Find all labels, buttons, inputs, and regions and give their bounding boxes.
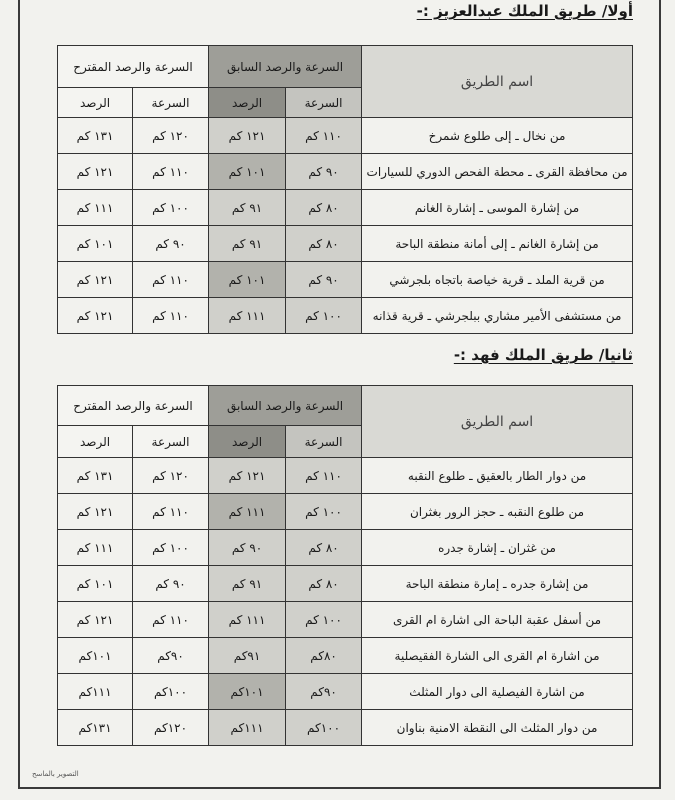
header-prev-speed: السرعة	[286, 88, 362, 118]
table-row	[58, 154, 633, 190]
prev-speed: ١٠٠ كم	[286, 298, 362, 334]
prev-speed: ٨٠ كم	[286, 226, 362, 262]
prev-radar: ١٢١ كم	[209, 458, 286, 494]
scanner-footnote: التصوير بالماسح	[32, 770, 79, 778]
prev-speed: ٨٠كم	[286, 638, 362, 674]
prev-radar: ١٠١كم	[209, 674, 286, 710]
prev-radar: ٩٠ كم	[209, 530, 286, 566]
table-row	[58, 118, 633, 154]
table-row	[58, 262, 633, 298]
new-speed: ١٠٠ كم	[133, 190, 209, 226]
table-row	[58, 458, 633, 494]
header-previous: السرعة والرصد السابق	[209, 386, 362, 426]
prev-radar: ١٠١ كم	[209, 154, 286, 190]
header-new-radar: الرصد	[58, 88, 133, 118]
prev-radar: ١٢١ كم	[209, 118, 286, 154]
new-speed: ١١٠ كم	[133, 602, 209, 638]
road-name: من اشارة الفيصلية الى دوار المثلث	[362, 674, 633, 710]
new-radar: ١٢١ كم	[58, 494, 133, 530]
new-speed: ١١٠ كم	[133, 154, 209, 190]
new-speed: ٩٠ كم	[133, 566, 209, 602]
road-name: من دوار المثلث الى النقطة الامنية بناوان	[362, 710, 633, 746]
speed-table-king-fahd	[57, 385, 633, 746]
new-radar: ١٢١ كم	[58, 602, 133, 638]
new-speed: ١٠٠كم	[133, 674, 209, 710]
new-radar: ١٣١ كم	[58, 458, 133, 494]
section-title-king-fahd: ثانيا/ طريق الملك فهد :-	[453, 346, 633, 364]
header-new-radar: الرصد	[58, 426, 133, 458]
new-radar: ١٠١كم	[58, 638, 133, 674]
road-name: من مستشفى الأمير مشاري ببلجرشي ـ قرية قذانه	[362, 298, 633, 334]
new-speed: ١٠٠ كم	[133, 530, 209, 566]
road-name: من إشارة الغانم ـ إلى أمانة منطقة الباحة	[362, 226, 633, 262]
road-name: من غثران ـ إشارة جدره	[362, 530, 633, 566]
prev-radar: ١١١ كم	[209, 298, 286, 334]
prev-speed: ٩٠كم	[286, 674, 362, 710]
prev-radar: ٩١ كم	[209, 190, 286, 226]
new-radar: ١٢١ كم	[58, 298, 133, 334]
prev-radar: ٩١كم	[209, 638, 286, 674]
new-radar: ١١١كم	[58, 674, 133, 710]
prev-speed: ٨٠ كم	[286, 566, 362, 602]
prev-speed: ١٠٠ كم	[286, 602, 362, 638]
table-row	[58, 190, 633, 226]
new-radar: ١٢١ كم	[58, 262, 133, 298]
table-row	[58, 674, 633, 710]
prev-speed: ٩٠ كم	[286, 154, 362, 190]
prev-radar: ٩١ كم	[209, 226, 286, 262]
table-row	[58, 638, 633, 674]
prev-speed: ١٠٠ كم	[286, 494, 362, 530]
prev-radar: ١١١ كم	[209, 602, 286, 638]
table-row	[58, 298, 633, 334]
new-speed: ١١٠ كم	[133, 262, 209, 298]
header-road-name: اسم الطريق	[362, 386, 633, 458]
road-name: من اشارة ام القرى الى الشارة الفقيصلية	[362, 638, 633, 674]
new-radar: ١٠١ كم	[58, 566, 133, 602]
speed-table-king-abdulaziz	[57, 45, 633, 334]
new-speed: ١٢٠ كم	[133, 458, 209, 494]
new-speed: ١٢٠كم	[133, 710, 209, 746]
new-speed: ١٢٠ كم	[133, 118, 209, 154]
header-new-speed: السرعة	[133, 426, 209, 458]
prev-speed: ١١٠ كم	[286, 118, 362, 154]
new-radar: ١١١ كم	[58, 190, 133, 226]
new-radar: ١٢١ كم	[58, 154, 133, 190]
prev-speed: ٨٠ كم	[286, 530, 362, 566]
prev-radar: ١١١كم	[209, 710, 286, 746]
header-proposed: السرعة والرصد المقترح	[58, 386, 209, 426]
prev-speed: ١١٠ كم	[286, 458, 362, 494]
header-previous: السرعة والرصد السابق	[209, 46, 362, 88]
road-name: من قرية الملد ـ قرية خياصة باتجاه بلجرشي	[362, 262, 633, 298]
road-name: من دوار الطار بالعقيق ـ طلوع النقبه	[362, 458, 633, 494]
table-row	[58, 566, 633, 602]
new-radar: ١٠١ كم	[58, 226, 133, 262]
table-row	[58, 494, 633, 530]
prev-speed: ١٠٠كم	[286, 710, 362, 746]
header-proposed: السرعة والرصد المقترح	[58, 46, 209, 88]
prev-radar: ١١١ كم	[209, 494, 286, 530]
table-row	[58, 602, 633, 638]
header-new-speed: السرعة	[133, 88, 209, 118]
prev-radar: ١٠١ كم	[209, 262, 286, 298]
new-speed: ١١٠ كم	[133, 494, 209, 530]
road-name: من إشارة الموسى ـ إشارة الغانم	[362, 190, 633, 226]
road-name: من نخال ـ إلى طلوع شمرخ	[362, 118, 633, 154]
header-prev-radar: الرصد	[209, 88, 286, 118]
prev-radar: ٩١ كم	[209, 566, 286, 602]
road-name: من أسفل عقبة الباحة الى اشارة ام القرى	[362, 602, 633, 638]
table-row	[58, 710, 633, 746]
header-road-name: اسم الطريق	[362, 46, 633, 118]
new-speed: ١١٠ كم	[133, 298, 209, 334]
header-prev-speed: السرعة	[286, 426, 362, 458]
road-name: من طلوع النقبه ـ حجز الرور بغثران	[362, 494, 633, 530]
new-speed: ٩٠ كم	[133, 226, 209, 262]
new-radar: ١٣١كم	[58, 710, 133, 746]
table-row	[58, 226, 633, 262]
prev-speed: ٨٠ كم	[286, 190, 362, 226]
new-radar: ١٣١ كم	[58, 118, 133, 154]
road-name: من محافظة القرى ـ محطة الفحص الدوري للسيارات	[362, 154, 633, 190]
road-name: من إشارة جدره ـ إمارة منطقة الباحة	[362, 566, 633, 602]
new-speed: ٩٠كم	[133, 638, 209, 674]
new-radar: ١١١ كم	[58, 530, 133, 566]
prev-speed: ٩٠ كم	[286, 262, 362, 298]
table-row	[58, 530, 633, 566]
section-title-king-abdulaziz: أولا/ طريق الملك عبدالعزيز :-	[416, 2, 633, 20]
header-prev-radar: الرصد	[209, 426, 286, 458]
